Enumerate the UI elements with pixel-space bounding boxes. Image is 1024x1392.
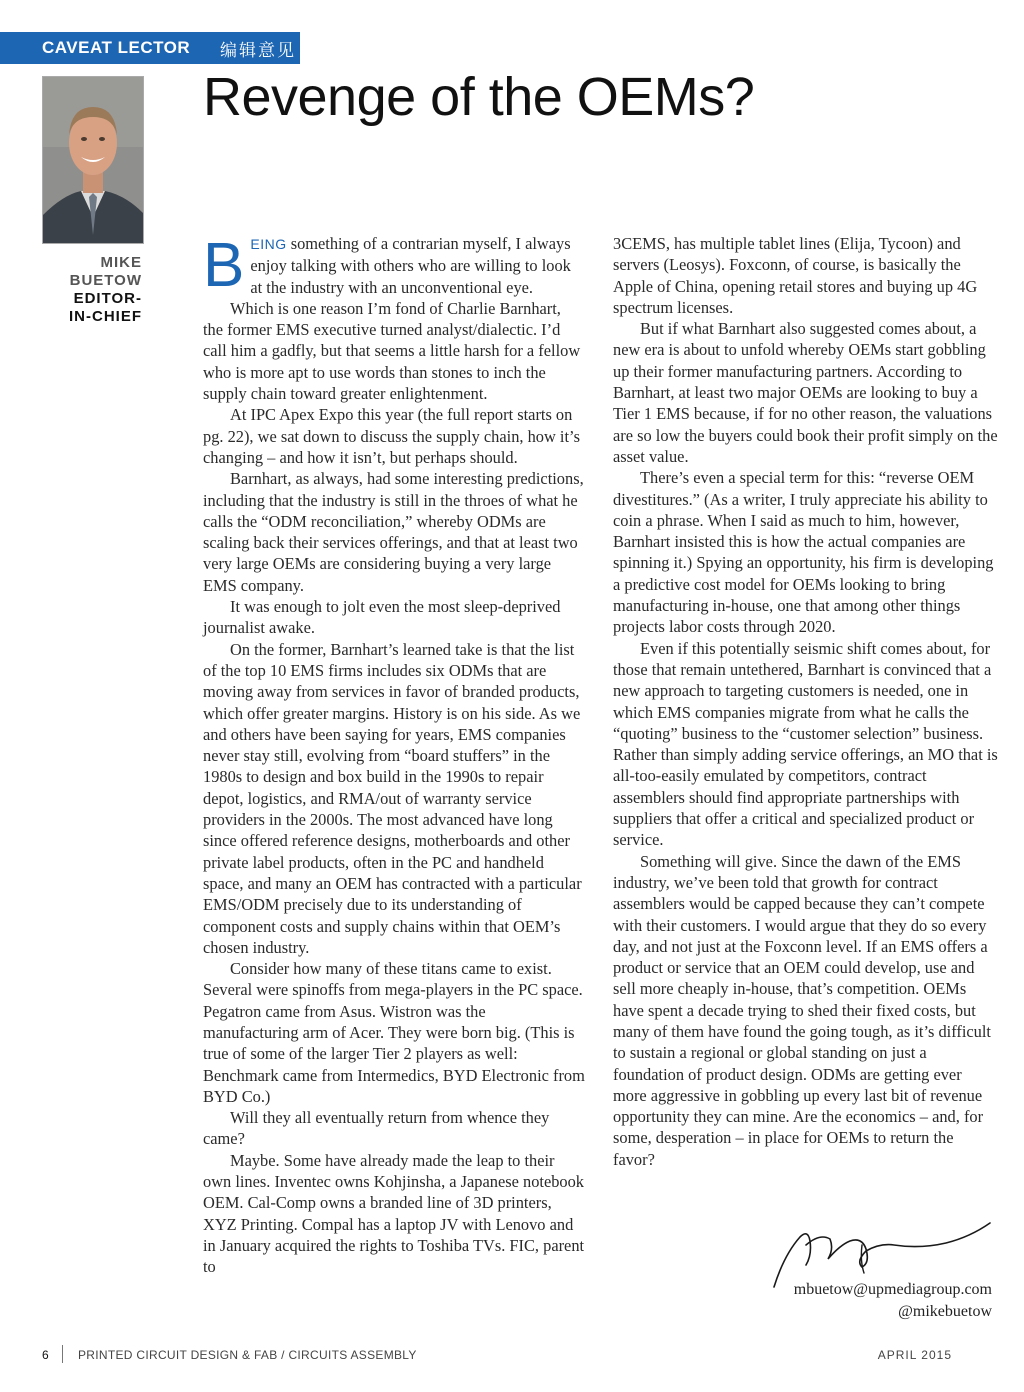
publication-name: PRINTED CIRCUIT DESIGN & FAB / CIRCUITS ASSEMBLY (78, 1348, 417, 1362)
author-contact (794, 1279, 992, 1323)
page-footer (0, 1345, 1024, 1365)
lead-in-text: EING (250, 236, 287, 252)
author-role-line1: EDITOR- (73, 290, 142, 307)
section-label-chinese: 编辑意见 (220, 40, 296, 61)
author-first-name: MIKE (100, 254, 142, 271)
article-paragraph: Consider how many of these titans came to exist. Several were spinoffs from mega-players in the PC space. Pegatron came from Asus. Wistron was the manufacturing arm of Acer. They were born big. (This is true of some of the larger Tier 2 players as well: Benchmark came from Intermedics, BYD Electronic from BYD Co.) (203, 959, 585, 1106)
article-paragraph: But if what Barnhart also suggested comes about, a new era is about to unfold whereby OEMs start gobbling up their former manufacturing partners. According to Barnhart, at least two major OEMs are looking to buy a Tier 1 EMS because, if for no other reason, the valuations are so low the buyers could book their profit simply on the asset value. (613, 319, 998, 466)
article-column-right (613, 233, 998, 1170)
author-photo (42, 76, 144, 244)
article-paragraph: Barnhart, as always, had some interesting predictions, including that the industry is still in the throes of what he calls the “ODM reconciliation,” whereby ODMs are scaling back their services offerings, and that at least two very large OEMs are considering buying a very large EMS company. (203, 469, 584, 595)
article-paragraph: 3CEMS, has multiple tablet lines (Elija, Tycoon) and servers (Leosys). Foxconn, of course, is basically the Apple of China, opening retail stores and buying up 4G spectrum licenses. (613, 234, 978, 317)
article-paragraph: On the former, Barnhart’s learned take is that the list of the top 10 EMS firms includes six ODMs that are moving away from services in favor of branded products, which offer greater margins. History is on his side. As we and others have been saying for years, EMS companies never stay still, evolving from “board stuffers” in the 1980s to design and box build in the 1990s to repair depot, logistics, and RMA/out of warranty service providers in the 2000s. The most advanced have long since offered reference designs, motherboards and other private label products, often in the PC and handheld space, and many an OEM has contracted with a particular EMS/ODM precisely due to its understanding of component costs and supply chains within that OEM’s chosen industry. (203, 639, 582, 957)
author-last-name: BUETOW (69, 272, 142, 289)
author-email[interactable]: mbuetow@upmediagroup.com (793, 1281, 992, 1298)
article-paragraph: At IPC Apex Expo this year (the full report starts on pg. 22), we sat down to discuss the supply chain, how it’s changing – and how it isn’t, but perhaps should. (203, 405, 580, 467)
article-title: Revenge of the OEMs? (203, 67, 755, 127)
article-paragraph (203, 233, 585, 298)
section-label: CAVEAT LECTOR (42, 38, 191, 57)
author-byline (42, 254, 142, 326)
article-paragraph: Something will give. Since the dawn of the EMS industry, we’ve been told that growth for contract assemblers would be capped because they can’t compete with their customers. I would argue that they do so every day, and not just at the Foxconn level. If an EMS offers a product or service that an OEM could develop, use and sell more cheaply in-house, that’s competition. OEMs have spent a decade trying to shed their fixed costs, but many of them have found the going tough, as it’s difficult to sustain a regional or global standing on just a foundation of product design. ODMs are getting ever more aggressive in gobbling up every last bit of revenue opportunity they can mine. Are the economics – and, for some, desperation – in place for OEMs to return the favor? (613, 851, 991, 1169)
article-paragraph: Will they all eventually return from whence they came? (203, 1108, 550, 1149)
issue-date: APRIL 2015 (877, 1348, 952, 1362)
page-number: 6 (42, 1348, 49, 1362)
article-paragraph: It was enough to jolt even the most sleep-deprived journalist awake. (203, 597, 561, 638)
paragraph-text: something of a contrarian myself, I always enjoy talking with others who are willing to look at the industry with an unconventional eye. (250, 234, 571, 297)
article-paragraph: Even if this potentially seismic shift comes about, for those that remain untethered, Barnhart is convinced that a new approach to targeting customers is needed, one in which EMS companies migrate from what he calls the “quoting” business to the “customer selection” business. Rather than simply adding service offerings, an MO that is all-too-easily emulated by competitors, contract assemblers should find appropriate partnerships with suppliers that offer a critical and specialized product or service. (613, 638, 998, 850)
author-twitter-handle[interactable]: @mikebuetow (898, 1303, 992, 1320)
footer-divider (62, 1345, 63, 1363)
article-paragraph: Which is one reason I’m fond of Charlie Barnhart, the former EMS executive turned analyst/dialectic. I’d call him a gadfly, but that seems a little harsh for a fellow who is more apt to use words than stones to inch the supply chain toward greater enlightenment. (203, 298, 581, 404)
article-paragraph: Maybe. Some have already made the leap to their own lines. Inventec owns Kohjinsha, a Japanese notebook OEM. Cal-Comp owns a branded line of 3D printers, XYZ Printing. Compal has a laptop JV with Lenovo and in January acquired the rights to Toshiba TVs. FIC, parent to (203, 1150, 585, 1277)
article-column-left (203, 233, 585, 1278)
author-portrait-illustration (43, 77, 143, 243)
section-header-bar (0, 32, 300, 64)
drop-cap: B (203, 231, 245, 300)
author-role-line2: IN-CHIEF (69, 308, 142, 325)
article-paragraph: There’s even a special term for this: “reverse OEM divestitures.” (As a writer, I truly appreciate his ability to coin a phrase. When I said as much to him, however, Barnhart insisted this is how the actual companies are spinning it.) Spying an opportunity, his firm is developing a predictive cost model for OEMs looking to bring manufacturing in-house, one that among other things projects labor costs through 2020. (613, 468, 994, 637)
